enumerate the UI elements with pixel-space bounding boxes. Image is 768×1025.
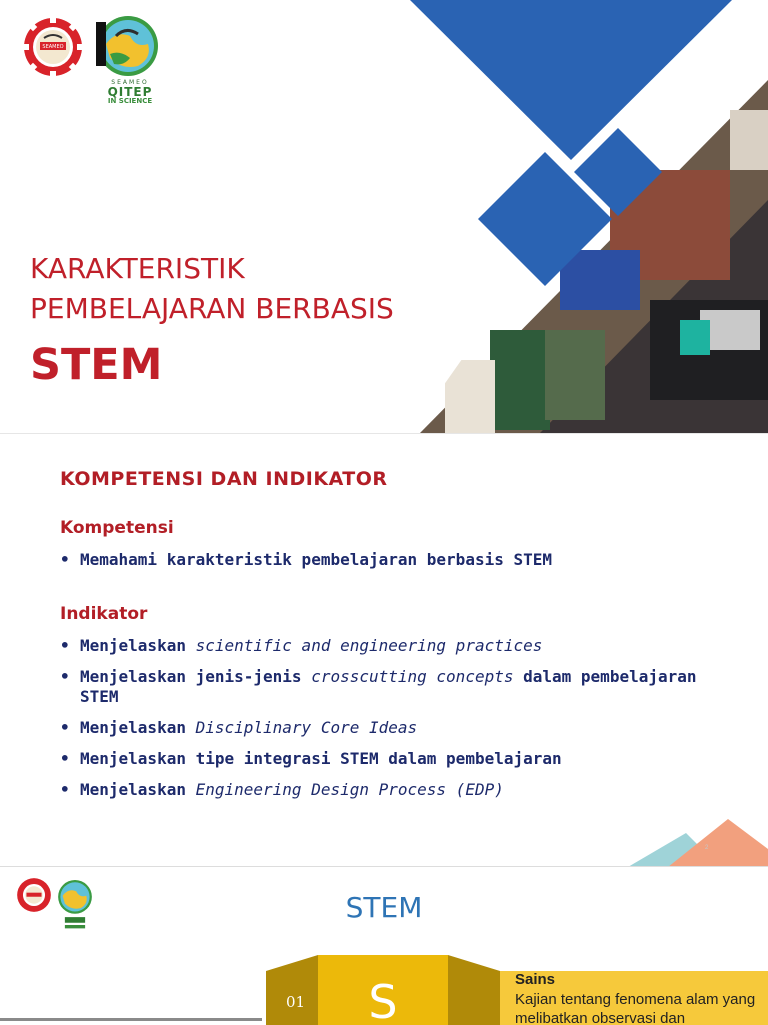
qitep-logo-wordmark (100, 80, 160, 105)
indikator-item-italic: Engineering Design Process (EDP) (195, 780, 504, 799)
item-description: Kajian tentang fenomena alam yang melibatkan observasi dan (515, 991, 756, 1025)
indikator-item-pre: Menjelaskan (80, 780, 196, 799)
indikator-item (60, 749, 720, 769)
page-number: 2 (705, 845, 709, 851)
kompetensi-item-text: Memahami karakteristik pembelajaran berbasis STEM (80, 550, 553, 569)
item-number: 01 (286, 993, 306, 1011)
indikator-item-pre: Menjelaskan (80, 636, 196, 655)
qitep-line2: QITEP (107, 85, 153, 99)
indikator-item-italic: scientific and engineering practices (195, 636, 543, 655)
indikator-label: Indikator (60, 604, 148, 624)
indikator-item (60, 667, 720, 707)
stem-slide (0, 866, 768, 1025)
indikator-list (60, 636, 720, 811)
title-slide (0, 0, 768, 433)
competency-slide (0, 433, 768, 867)
indikator-item-pre: Menjelaskan tipe integrasi STEM dalam pembelajaran (80, 749, 562, 768)
seameo-logo (22, 16, 84, 78)
indikator-item-italic: crosscutting concepts (311, 667, 514, 686)
qitep-line1: SEAMEO (111, 79, 149, 86)
slide-title-line-2: PEMBELAJARAN BERBASIS (30, 292, 394, 325)
qitep-line3: IN SCIENCE (107, 97, 153, 105)
stem-title: STEM (345, 891, 423, 924)
slide-title-line-3: STEM (30, 340, 163, 390)
indikator-item (60, 718, 720, 738)
kompetensi-list (60, 550, 720, 570)
slide-title-line-1: KARAKTERISTIK (30, 252, 245, 285)
competency-heading: KOMPETENSI DAN INDIKATOR (60, 468, 388, 490)
indikator-item (60, 780, 720, 800)
indikator-item-post: dalam pembelajaran STEM (80, 667, 697, 706)
indikator-item-italic: Disciplinary Core Ideas (195, 718, 418, 737)
indikator-item-pre: Menjelaskan jenis-jenis (80, 667, 312, 686)
indikator-item-pre: Menjelaskan (80, 718, 196, 737)
corner-triangles-decoration (628, 819, 768, 867)
item-letter: S (368, 975, 398, 1025)
kompetensi-label: Kompetensi (60, 518, 174, 538)
item-label: Sains (515, 971, 556, 988)
kompetensi-item (60, 550, 720, 570)
divider-line (0, 1018, 262, 1021)
seameo-logo-text: SEAMEO (42, 44, 64, 50)
indikator-item (60, 636, 720, 656)
